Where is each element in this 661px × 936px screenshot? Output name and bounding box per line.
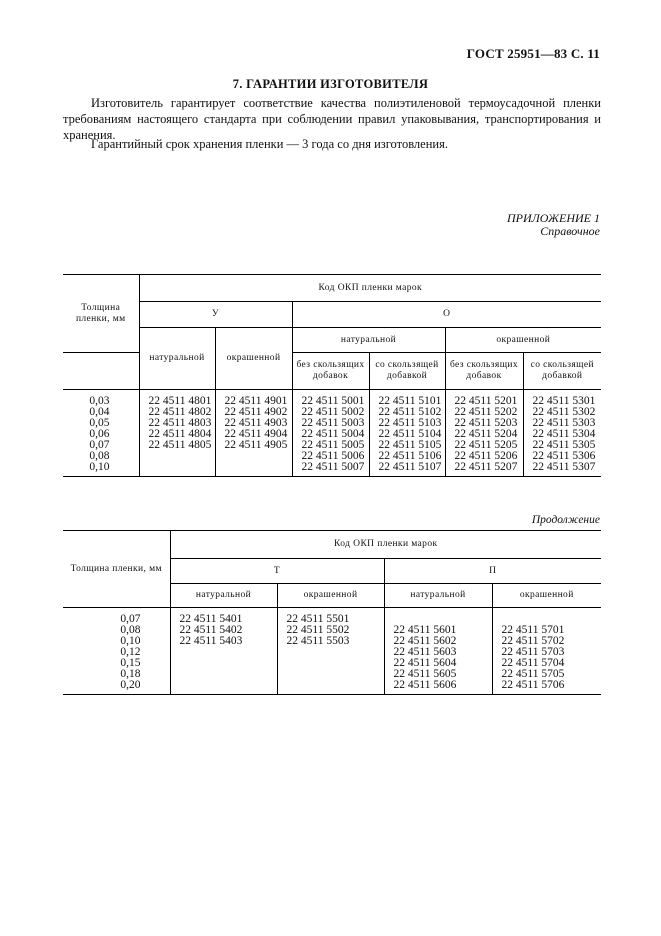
thickness-cell: 0,05: [89, 417, 110, 429]
thickness-cell: 0,15: [120, 657, 141, 669]
o-natural-with-code: 22 4511 5103: [369, 418, 445, 429]
thickness-cell: 0,10: [120, 635, 141, 647]
thickness-cell: 0,07: [89, 439, 110, 451]
paragraph-warranty-text: Изготовитель гарантирует соответствие качества полиэтиленовой термоусадочной пленки требованиям настоящего стандарта при соблюдении правил упаковывания, транспортирования и хранения.: [63, 96, 601, 142]
brand-o-header: О: [292, 302, 601, 328]
thickness-cell: 0,20: [120, 679, 141, 691]
p-colored-code: 22 4511 5702: [492, 636, 601, 647]
thickness-cell: 0,10: [89, 461, 110, 473]
t-natural-code: 22 4511 5403: [170, 636, 277, 647]
thickness-cell: 0,08: [120, 624, 141, 636]
p-natural-code: 22 4511 5603: [384, 647, 492, 658]
o-natural-with-code: 22 4511 5106: [369, 451, 445, 462]
code-header: Код ОКП пленки марок: [170, 531, 601, 559]
u-natural-code: 22 4511 4805: [139, 440, 215, 451]
code-header: Код ОКП пленки марок: [139, 275, 601, 302]
t-colored-code: [277, 680, 384, 695]
u-natural-code: 22 4511 4802: [139, 407, 215, 418]
o-natural-without-code: 22 4511 5005: [292, 440, 369, 451]
t-natural-code: 22 4511 5401: [170, 608, 277, 626]
paragraph-storage-term: [63, 136, 601, 152]
u-natural-code: 22 4511 4804: [139, 429, 215, 440]
o-natural-with-code: 22 4511 5101: [369, 390, 445, 408]
p-natural-code: 22 4511 5602: [384, 636, 492, 647]
t-colored-code: 22 4511 5502: [277, 625, 384, 636]
o-natural-header: натуральной: [292, 328, 445, 353]
u-colored-code: 22 4511 4904: [215, 429, 292, 440]
u-natural-header: натуральной: [139, 328, 215, 390]
continuation-label: Продолжение: [531, 514, 600, 526]
o-natural-without-code: 22 4511 5003: [292, 418, 369, 429]
t-colored-code: [277, 658, 384, 669]
t-natural-code: [170, 647, 277, 658]
o-natural-with-code: 22 4511 5104: [369, 429, 445, 440]
u-colored-code: 22 4511 4902: [215, 407, 292, 418]
o-natural-with-code: 22 4511 5107: [369, 462, 445, 477]
t-colored-header: окрашенной: [277, 584, 384, 608]
p-natural-header: натуральной: [384, 584, 492, 608]
p-colored-code: 22 4511 5704: [492, 658, 601, 669]
u-colored-code: 22 4511 4903: [215, 418, 292, 429]
u-natural-code: [139, 451, 215, 462]
o-colored-with-code: 22 4511 5306: [523, 451, 601, 462]
table-row: [63, 462, 601, 477]
paragraph-storage-text: Гарантийный срок хранения пленки — 3 года со дня изготовления.: [91, 137, 448, 151]
thickness-cell: 0,07: [120, 613, 141, 625]
t-natural-code: [170, 669, 277, 680]
table-row: [63, 608, 601, 626]
t-natural-code: [170, 680, 277, 695]
o-colored-without-code: 22 4511 5206: [445, 451, 523, 462]
brand-t-header: Т: [170, 559, 384, 584]
t-colored-code: 22 4511 5503: [277, 636, 384, 647]
section-title: 7. ГАРАНТИИ ИЗГОТОВИТЕЛЯ: [232, 77, 429, 91]
table-2-body: [63, 608, 601, 695]
p-colored-code: 22 4511 5705: [492, 669, 601, 680]
o-colored-with-code: 22 4511 5307: [523, 462, 601, 477]
p-colored-code: [492, 608, 601, 626]
thickness-header-cont: [63, 353, 139, 390]
table-row: [63, 390, 601, 408]
u-natural-code: [139, 462, 215, 477]
u-colored-code: [215, 451, 292, 462]
appendix-title: ПРИЛОЖЕНИЕ 1: [507, 211, 600, 225]
t-natural-code: 22 4511 5402: [170, 625, 277, 636]
u-colored-code: 22 4511 4905: [215, 440, 292, 451]
o-natural-with-slip-header: со скользящей добавкой: [369, 353, 445, 390]
p-colored-header: окрашенной: [492, 584, 601, 608]
u-colored-code: [215, 462, 292, 477]
p-natural-code: 22 4511 5604: [384, 658, 492, 669]
o-natural-without-code: 22 4511 5004: [292, 429, 369, 440]
o-colored-without-code: 22 4511 5207: [445, 462, 523, 477]
t-colored-code: 22 4511 5501: [277, 608, 384, 626]
p-natural-code: 22 4511 5606: [384, 680, 492, 695]
p-colored-code: 22 4511 5703: [492, 647, 601, 658]
t-colored-code: [277, 647, 384, 658]
thickness-cell: 0,08: [89, 450, 110, 462]
p-natural-code: 22 4511 5601: [384, 625, 492, 636]
u-colored-code: 22 4511 4901: [215, 390, 292, 408]
t-colored-code: [277, 669, 384, 680]
page-header: ГОСТ 25951—83 С. 11: [466, 46, 600, 61]
o-natural-without-slip-header: без скользящих добавок: [292, 353, 369, 390]
o-colored-without-code: 22 4511 5205: [445, 440, 523, 451]
thickness-cell: 0,03: [89, 395, 110, 407]
o-colored-with-code: 22 4511 5303: [523, 418, 601, 429]
o-colored-with-slip-header: со скользящей добавкой: [523, 353, 601, 390]
thickness-cell: 0,04: [89, 406, 110, 418]
p-natural-code: 22 4511 5605: [384, 669, 492, 680]
o-colored-with-code: 22 4511 5302: [523, 407, 601, 418]
o-colored-with-code: 22 4511 5301: [523, 390, 601, 408]
appendix-label: [507, 212, 600, 238]
okp-code-table-2: [63, 530, 601, 695]
thickness-header: Толщина пленки, мм: [63, 531, 170, 608]
o-natural-with-code: 22 4511 5105: [369, 440, 445, 451]
o-natural-without-code: 22 4511 5007: [292, 462, 369, 477]
thickness-cell: 0,12: [120, 646, 141, 658]
brand-u-header: У: [139, 302, 292, 328]
okp-code-table-1: [63, 274, 601, 477]
p-colored-code: 22 4511 5701: [492, 625, 601, 636]
p-colored-code: 22 4511 5706: [492, 680, 601, 695]
p-natural-code: [384, 608, 492, 626]
brand-p-header: П: [384, 559, 601, 584]
thickness-header: Толщина пленки, мм: [63, 275, 139, 353]
u-natural-code: 22 4511 4803: [139, 418, 215, 429]
o-colored-header: окрашенной: [445, 328, 601, 353]
o-colored-without-slip-header: без скользящих добавок: [445, 353, 523, 390]
o-natural-without-code: 22 4511 5006: [292, 451, 369, 462]
o-natural-with-code: 22 4511 5102: [369, 407, 445, 418]
table-1-body: [63, 390, 601, 477]
o-natural-without-code: 22 4511 5001: [292, 390, 369, 408]
u-colored-header: окрашенной: [215, 328, 292, 390]
t-natural-header: натуральной: [170, 584, 277, 608]
o-natural-without-code: 22 4511 5002: [292, 407, 369, 418]
o-colored-with-code: 22 4511 5304: [523, 429, 601, 440]
o-colored-without-code: 22 4511 5201: [445, 390, 523, 408]
thickness-cell: 0,06: [89, 428, 110, 440]
o-colored-with-code: 22 4511 5305: [523, 440, 601, 451]
o-colored-without-code: 22 4511 5204: [445, 429, 523, 440]
thickness-cell: 0,18: [120, 668, 141, 680]
table-row: [63, 680, 601, 695]
appendix-subtitle: Справочное: [540, 224, 600, 238]
o-colored-without-code: 22 4511 5202: [445, 407, 523, 418]
t-natural-code: [170, 658, 277, 669]
u-natural-code: 22 4511 4801: [139, 390, 215, 408]
o-colored-without-code: 22 4511 5203: [445, 418, 523, 429]
